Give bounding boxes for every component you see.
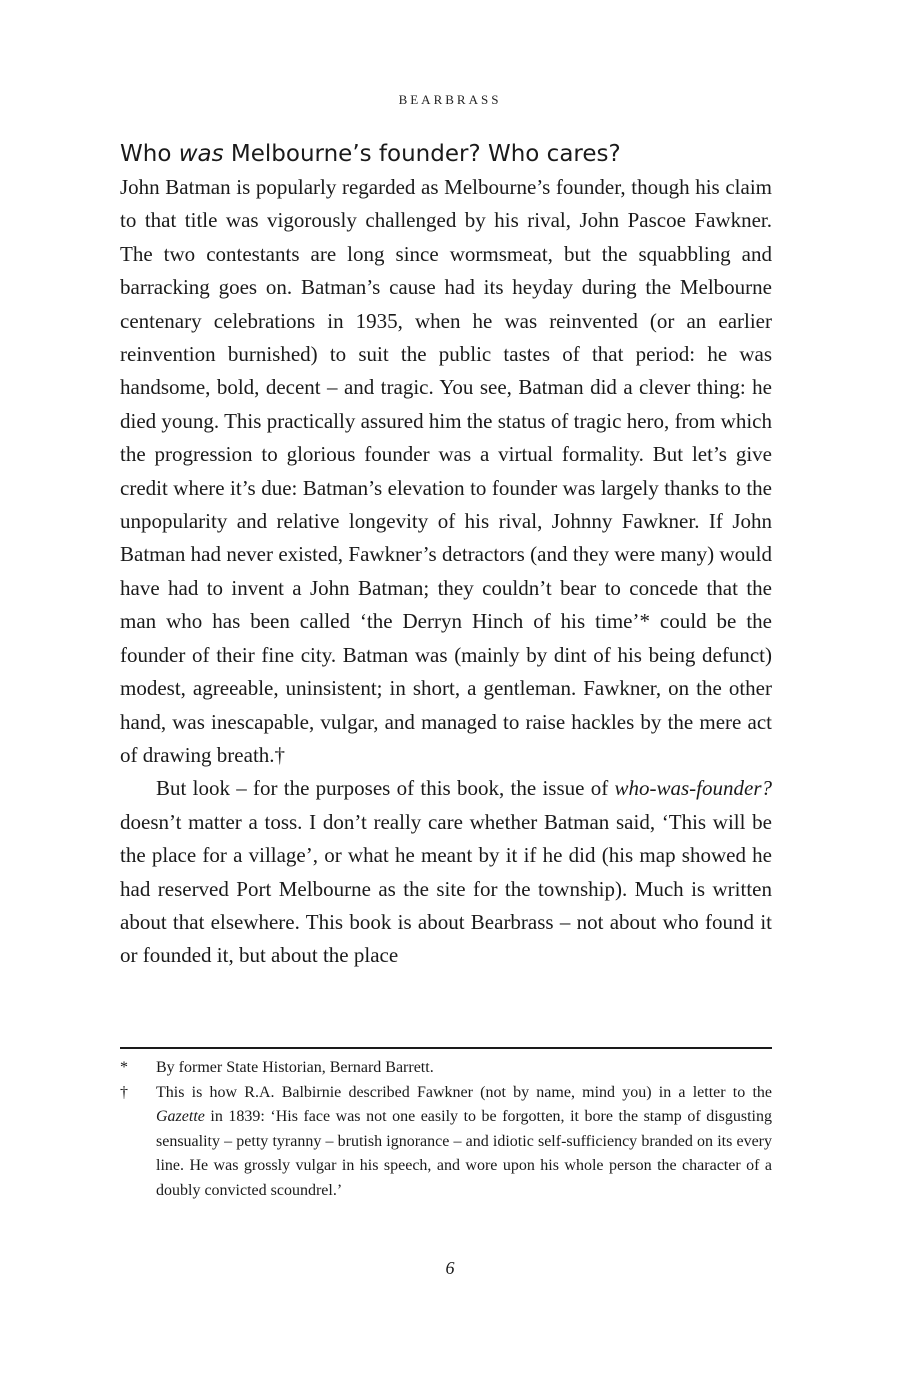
section-heading xyxy=(120,138,780,170)
footnote-2-text xyxy=(156,1081,772,1204)
heading-text-italic: was xyxy=(178,141,224,167)
footnotes xyxy=(120,1056,772,1204)
body-text xyxy=(120,171,772,973)
running-head: BEARBRASS xyxy=(398,92,502,107)
paragraph-2-text-start: But look – for the purposes of this book, the issue of xyxy=(156,776,615,801)
paragraph-2 xyxy=(120,772,772,972)
paragraph-1: John Batman is popularly regarded as Melbourne’s founder, though his claim to that title was vigorously challenged by his rival, John Pascoe Fawkner. The two contestants are long since wormsmeat, but the squabbling and barracking goes on. Batman’s cause had its heyday during the Melbourne centenary celebrations in 1935, when he was reinvented (or an earlier reinvention burnished) to suit the public tastes of that period: he was handsome, bold, decent – and tragic. You see, Batman did a clever thing: he died young. This practically assured him the status of tragic hero, from which the progression to glorious founder was a virtual formality. But let’s give credit where it’s due: Batman’s elevation to founder was largely thanks to the unpopularity and relative longevity of his rival, Johnny Fawkner. If John Batman had never existed, Fawkner’s detractors (and they were many) would have had to invent a John Batman; they couldn’t bear to concede that the man who has been called ‘the Derryn Hinch of his time’* could be the founder of their fine city. Batman was (mainly by dint of his being defunct) modest, agreeable, uninsistent; in short, a gentleman. Fawkner, on the other hand, was inescapable, vulgar, and managed to raise hackles by the mere act of drawing breath.† xyxy=(120,175,772,767)
footnote-2-text-italic: Gazette xyxy=(156,1108,205,1126)
footnote-1 xyxy=(120,1056,772,1081)
paragraph-2-text-end: doesn’t matter a toss. I don’t really care whether Batman said, ‘This will be the place for a village’, or what he meant by it if he did (his map showed he had reserved Port Melbourne as the site for the township). Much is written about that elsewhere. This book is about Bearbrass – not about who found it or founded it, but about the place xyxy=(120,809,772,968)
footnote-2 xyxy=(120,1081,772,1204)
footnote-1-mark: * xyxy=(120,1059,128,1076)
paragraph-2-text-italic: who-was-founder? xyxy=(614,776,772,801)
page-number: 6 xyxy=(445,1258,455,1278)
footnote-1-text: By former State Historian, Bernard Barrett. xyxy=(156,1059,434,1076)
footnote-divider xyxy=(120,1047,772,1049)
footnote-2-text-start: This is how R.A. Balbirnie described Fawkner (not by name, mind you) in a letter to the xyxy=(156,1083,772,1101)
heading-text-end: Melbourne’s founder? Who cares? xyxy=(223,141,621,167)
heading-text-start: Who xyxy=(120,141,179,167)
footnote-2-mark: † xyxy=(120,1083,128,1101)
footnote-2-text-end: in 1839: ‘His face was not one easily to be forgotten, it bore the stamp of disgusting sensuality – petty tyranny – brutish ignorance – and idiotic self-sufficiency branded on its every line. He was grossly vulgar in his speech, and wore upon his whole person the character of a doubly convicted scoundrel.’ xyxy=(156,1108,772,1199)
